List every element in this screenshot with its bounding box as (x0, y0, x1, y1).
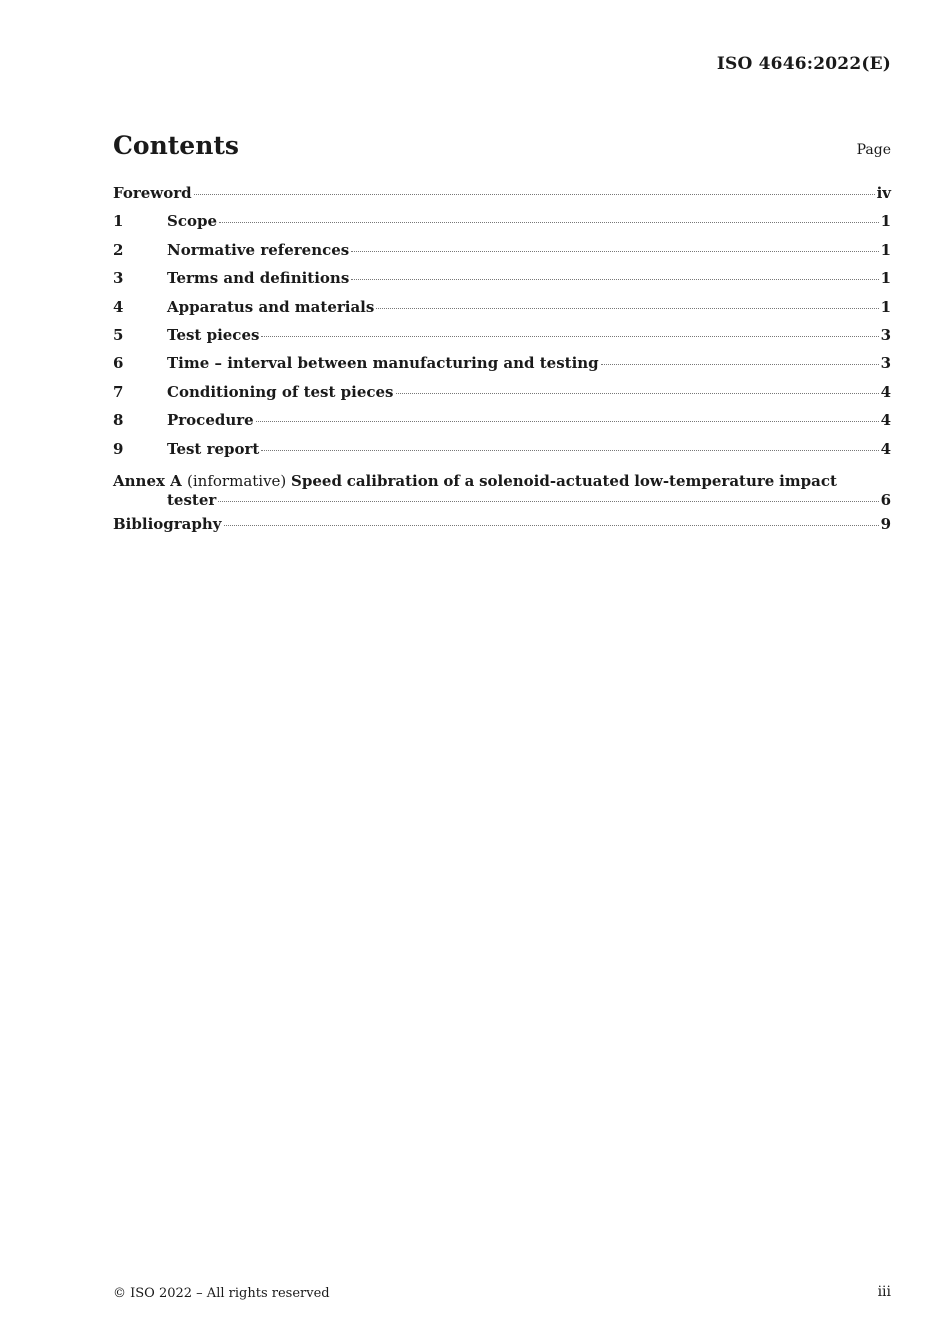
toc-entry-bibliography[interactable] (113, 515, 891, 543)
dot-leader (218, 501, 878, 502)
annex-word: Speed (291, 471, 342, 490)
toc-entry-page: 1 (880, 240, 891, 259)
annex-word: of (443, 471, 460, 490)
toc-entry-conditioning[interactable] (113, 383, 891, 411)
toc-entry-title: Procedure (167, 411, 254, 430)
toc-entry-normative-references[interactable] (113, 241, 891, 269)
dot-leader (261, 450, 878, 451)
page-column-label: Page (856, 142, 891, 158)
annex-word: calibration (346, 471, 439, 490)
toc-entry-number: 1 (113, 212, 124, 231)
toc-entry-number: 9 (113, 439, 124, 458)
dot-leader (601, 364, 879, 365)
dot-leader (376, 308, 878, 309)
toc-entry-time-interval[interactable] (113, 354, 891, 382)
toc-entry-title: Test pieces (167, 325, 260, 344)
dot-leader (219, 222, 879, 223)
toc-entry-test-report[interactable] (113, 440, 891, 468)
dot-leader (351, 251, 878, 252)
annex-qualifier: (informative) (187, 471, 287, 490)
toc-entry-page: 4 (880, 439, 891, 458)
annex-continuation: tester (167, 490, 217, 509)
dot-leader (351, 279, 878, 280)
toc-entry-title: Bibliography (113, 514, 222, 533)
annex-continuation-line (113, 491, 891, 515)
toc-entry-page: 1 (880, 269, 891, 288)
table-of-contents (113, 184, 891, 543)
contents-title: Contents (113, 131, 240, 160)
toc-entry-title: Time – interval between manufacturing and testing (167, 354, 599, 373)
toc-entry-scope[interactable] (113, 212, 891, 240)
dot-leader (224, 525, 879, 526)
toc-entry-apparatus-and-materials[interactable] (113, 298, 891, 326)
toc-entry-number: 8 (113, 411, 124, 430)
toc-entry-page: 3 (880, 325, 891, 344)
toc-entry-title: Foreword (113, 184, 192, 202)
toc-entry-title: Terms and definitions (167, 269, 350, 288)
toc-entry-page: 6 (880, 490, 891, 509)
dot-leader (194, 194, 875, 195)
toc-entry-number: 4 (113, 297, 124, 316)
toc-entry-page: 9 (880, 514, 891, 533)
toc-entry-page: iv (876, 184, 891, 202)
toc-entry-page: 4 (880, 382, 891, 401)
toc-entry-page: 4 (880, 411, 891, 430)
dot-leader (256, 421, 879, 422)
toc-entry-annex-a[interactable] (113, 472, 891, 515)
toc-entry-page: 1 (880, 297, 891, 316)
dot-leader (261, 336, 878, 337)
annex-word: solenoid-actuated (479, 471, 630, 490)
annex-word: a (464, 471, 475, 490)
toc-entry-number: 7 (113, 382, 124, 401)
toc-entry-number: 5 (113, 325, 124, 344)
annex-word: impact (779, 471, 837, 490)
annex-title-line (113, 472, 837, 491)
toc-entry-page: 3 (880, 354, 891, 373)
toc-entry-number: 6 (113, 354, 124, 373)
annex-label-group (113, 472, 286, 491)
toc-entry-title: Test report (167, 439, 260, 458)
toc-entry-number: 3 (113, 269, 124, 288)
toc-entry-procedure[interactable] (113, 411, 891, 439)
toc-entry-terms-and-definitions[interactable] (113, 269, 891, 297)
toc-entry-title: Conditioning of test pieces (167, 382, 394, 401)
annex-word: low-temperature (634, 471, 775, 490)
toc-entry-title: Scope (167, 212, 218, 231)
document-id: ISO 4646:2022(E) (716, 54, 891, 74)
dot-leader (396, 393, 879, 394)
toc-entry-foreword[interactable] (113, 184, 891, 212)
toc-entry-page: 1 (880, 212, 891, 231)
toc-entry-title: Apparatus and materials (167, 297, 375, 316)
toc-entry-number: 2 (113, 240, 124, 259)
toc-entry-test-pieces[interactable] (113, 326, 891, 354)
toc-entry-title: Normative references (167, 240, 350, 259)
footer-copyright: © ISO 2022 – All rights reserved (113, 1286, 330, 1301)
annex-label: Annex A (113, 471, 182, 490)
footer-page-number: iii (877, 1284, 891, 1300)
